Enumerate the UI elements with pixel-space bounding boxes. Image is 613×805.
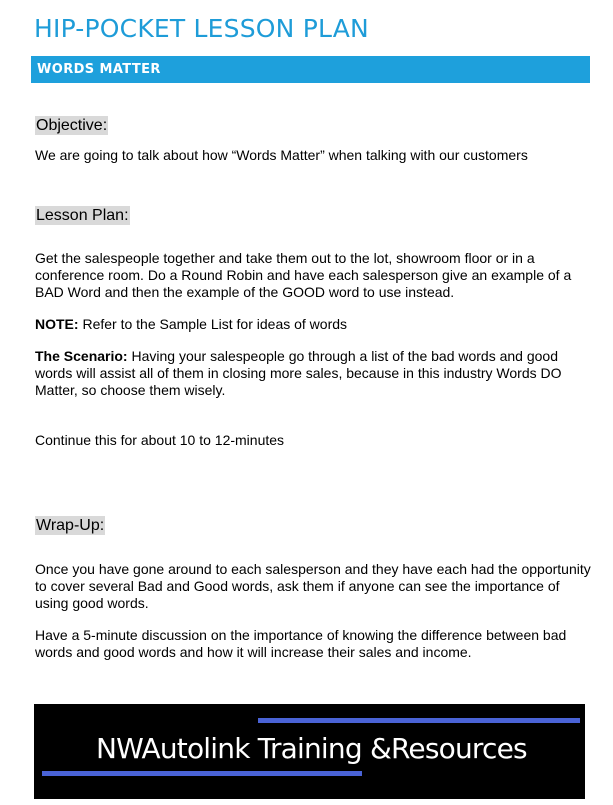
logo-connector: &	[369, 732, 391, 765]
note-text: Refer to the Sample List for ideas of words	[78, 316, 348, 332]
document-title: HIP-POCKET LESSON PLAN	[34, 14, 369, 43]
lesson-plan-heading: Lesson Plan:	[36, 207, 129, 224]
duration-text: Continue this for about 10 to 12-minutes	[35, 432, 285, 448]
logo-accent-line-top	[258, 718, 580, 723]
wrap-up-paragraph-2: Have a 5-minute discussion on the importance of knowing the difference between bad words and good words and how it will increase their sales and income.	[35, 627, 567, 660]
wrap-up-heading: Wrap-Up:	[36, 517, 105, 534]
footer-logo	[34, 704, 585, 799]
logo-wordmark	[96, 732, 527, 766]
logo-brand: NWAutolink	[96, 732, 250, 765]
objective-text: We are going to talk about how “Words Matter” when talking with our customers	[35, 147, 528, 163]
note-paragraph	[35, 316, 591, 333]
logo-service-2: Resources	[391, 732, 527, 765]
banner-label: WORDS MATTER	[37, 62, 161, 77]
scenario-text: Having your salespeople go through a list of the bad words and good words will assist all of them in closing more sales, because in this industry Words DO Matter, so choose them wisely.	[35, 348, 562, 398]
objective-heading: Objective:	[36, 117, 108, 134]
scenario-label: The Scenario:	[35, 348, 128, 364]
section-banner	[31, 56, 590, 83]
note-label: NOTE:	[35, 316, 79, 332]
logo-accent-line-bottom	[42, 771, 362, 776]
scenario-paragraph	[35, 348, 591, 399]
logo-service-1: Training	[257, 732, 362, 765]
lesson-plan-intro: Get the salespeople together and take them out to the lot, showroom floor or in a conference room. Do a Round Robin and have each salesperson give an example of a BAD Word and then the example of the GOOD word to use instead.	[35, 250, 572, 300]
wrap-up-paragraph-1: Once you have gone around to each salesperson and they have each had the opportunity to cover several Bad and Good words, ask them if anyone can see the importance of using good words.	[35, 561, 591, 611]
